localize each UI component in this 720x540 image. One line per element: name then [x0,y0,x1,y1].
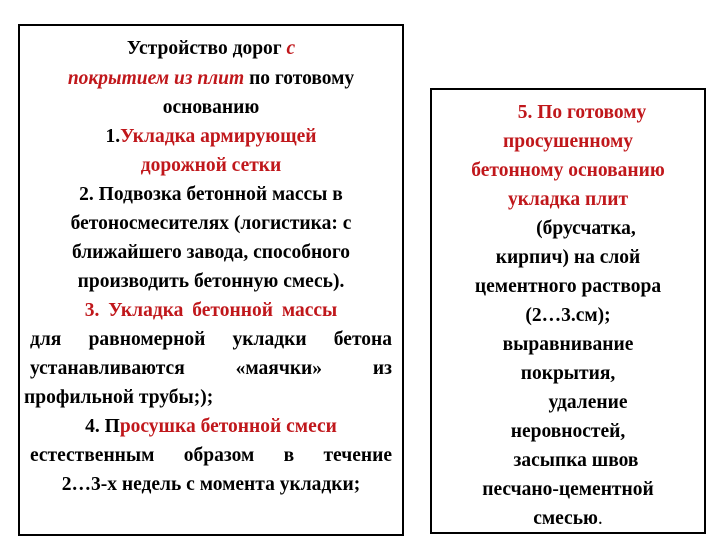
step-5-line-8: (2…3.см); [525,305,611,326]
step-2-line-2: бетоносмесителях (логистика: с [70,213,352,234]
step-4-line-2: естественным образом в течение [30,445,392,466]
step-3-line-4: профильной трубы;); [24,387,214,408]
step-5-line-15 [432,504,704,534]
step-5-line-10: покрытия, [520,363,616,384]
title-highlight: с [286,38,296,59]
step-3-line-3: устанавливаются «маячки» из [30,358,392,379]
step-5-line-9: выравнивание [502,334,634,355]
step-1-line-2: дорожной сетки [140,155,282,176]
step-4-prefix: 4. П [85,416,120,437]
step-4-line-1 [20,412,402,442]
title-text: Устройство дорог [126,38,287,59]
step-5-line-12: неровностей, [510,421,626,442]
step-4-title: росушка бетонной смеси [119,416,337,437]
step-number: 1. [105,126,121,147]
step-1-title: Укладка армирующей [120,126,317,147]
step-5-line-1: 5. По готовому [517,102,647,123]
step-5-line-14: песчано-цементной [482,479,654,500]
step-3-title: 3. Укладка бетонной массы [84,300,338,321]
step-5-line-3: бетонному основанию [471,160,665,181]
step-5-line-13: засыпка швов [513,450,639,471]
step-2-line-3: ближайшего завода, способного [71,242,351,263]
title-text: основанию [162,97,260,118]
title-text: по готовому [244,68,355,89]
step-5-line-7: цементного раствора [474,276,662,297]
title-line-2 [20,64,402,94]
title-line-1 [20,34,402,64]
final-period: . [597,508,603,529]
step-5-line-2: просушенному [503,131,633,152]
title-line-3 [20,93,402,123]
last-word: смесью [533,508,598,529]
step-5-line-6: кирпич) на слой [495,247,641,268]
step-5-line-5: (брусчатка, [536,218,636,239]
step-2-line-4: производить бетонную смесь). [77,271,345,292]
step-2-line-1: 2. Подвозка бетонной массы в [79,184,343,205]
title-highlight: покрытием из плит [67,68,245,89]
step-5-line-4: укладка плит [507,189,629,210]
right-text-box [430,88,706,534]
left-text-box [18,24,404,536]
step-1-line-1 [20,122,402,152]
step-5-line-11: удаление [548,392,628,413]
step-3-line-2: для равномерной укладки бетона [30,329,392,350]
step-4-line-3: 2…3-х недель с момента укладки; [61,474,361,495]
